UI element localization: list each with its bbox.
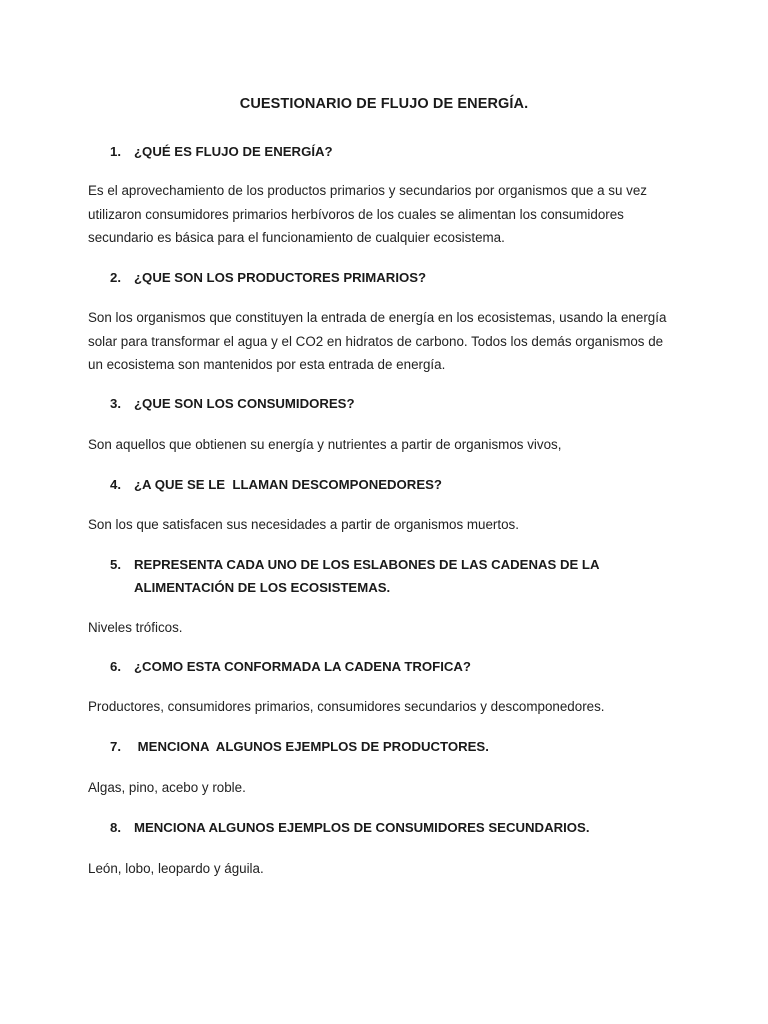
question-text: ¿QUE SON LOS CONSUMIDORES? [134, 396, 355, 411]
question-number: 8. [110, 820, 121, 835]
answer-1: Es el aprovechamiento de los productos primarios y secundarios por organismos que a su vez utilizaron consumidores primarios herbívoros de los cuales se alimentan los consumidores secundario es básica para el funcionamiento de cualquier ecosistema. [88, 183, 647, 245]
answer-6: Productores, consumidores primarios, consumidores secundarios y descomponedores. [88, 699, 605, 714]
answer-2: Son los organismos que constituyen la entrada de energía en los ecosistemas, usando la energía solar para transformar el agua y el CO2 en hidratos de carbono. Todos los demás organismos de un ecosistema son mantenidos por esta entrada de energía. [88, 310, 667, 372]
question-number: 7. [110, 739, 121, 754]
answer-8: León, lobo, leopardo y águila. [88, 861, 264, 876]
question-number: 1. [110, 144, 121, 159]
document-title: CUESTIONARIO DE FLUJO DE ENERGÍA. [239, 96, 529, 112]
question-7 [110, 735, 670, 758]
question-8 [110, 816, 670, 839]
answer-3: Son aquellos que obtienen su energía y nutrientes a partir de organismos vivos, [88, 437, 562, 452]
question-1 [110, 140, 670, 163]
question-6 [110, 655, 670, 678]
question-text: ¿COMO ESTA CONFORMADA LA CADENA TROFICA? [134, 659, 471, 674]
question-number: 3. [110, 396, 121, 411]
answer-5: Niveles tróficos. [88, 620, 183, 635]
answer-4: Son los que satisfacen sus necesidades a partir de organismos muertos. [88, 517, 519, 532]
question-number: 2. [110, 270, 121, 285]
question-text: MENCIONA ALGUNOS EJEMPLOS DE PRODUCTORES. [134, 739, 489, 754]
question-5 [110, 553, 670, 599]
question-text: ¿QUE SON LOS PRODUCTORES PRIMARIOS? [134, 270, 427, 285]
question-number: 4. [110, 477, 121, 492]
answer-7: Algas, pino, acebo y roble. [88, 780, 246, 795]
question-number: 6. [110, 659, 121, 674]
question-3 [110, 392, 670, 415]
question-4 [110, 473, 670, 496]
question-text: MENCIONA ALGUNOS EJEMPLOS DE CONSUMIDORES SECUNDARIOS. [134, 820, 590, 835]
question-text: ¿QUÉ ES FLUJO DE ENERGÍA? [134, 144, 333, 159]
question-text: ¿A QUE SE LE LLAMAN DESCOMPONEDORES? [134, 477, 442, 492]
question-2 [110, 266, 670, 289]
question-text: REPRESENTA CADA UNO DE LOS ESLABONES DE LAS CADENAS DE LA ALIMENTACIÓN DE LOS ECOSISTEMAS. [134, 557, 600, 595]
question-number: 5. [110, 557, 121, 572]
